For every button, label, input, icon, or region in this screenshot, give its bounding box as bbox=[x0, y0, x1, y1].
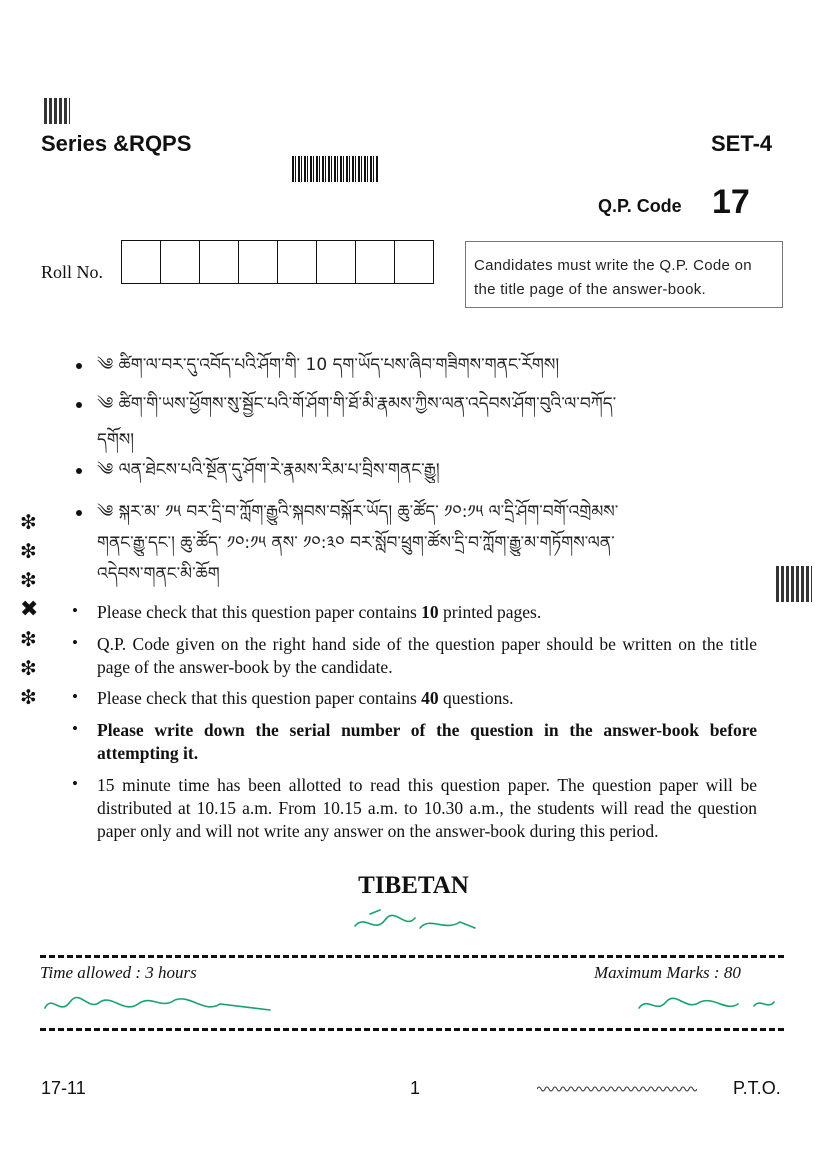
asterisk-icon: ❇ bbox=[20, 568, 37, 592]
tibetan-instruction: འདེབས་གནང་མི་ཆོག bbox=[97, 564, 220, 584]
asterisk-icon: ❇ bbox=[20, 539, 37, 563]
wavy-line-icon bbox=[537, 1085, 697, 1093]
english-instruction: Q.P. Code given on the right hand side of the question paper should be written on the title page of the answer-book by the candidate. bbox=[97, 634, 757, 677]
english-instruction: Please write down the serial number of the question in the answer-book before attempting it. bbox=[97, 720, 757, 763]
handwritten-tibetan-subject bbox=[350, 906, 480, 938]
handwritten-tibetan-time bbox=[40, 990, 280, 1020]
roll-box[interactable] bbox=[317, 241, 356, 283]
bullet-icon bbox=[76, 510, 82, 516]
roll-box[interactable] bbox=[200, 241, 239, 283]
tibetan-instruction: དགོས། bbox=[97, 430, 135, 450]
qp-code-value: 17 bbox=[712, 183, 750, 221]
roll-number-boxes[interactable] bbox=[121, 240, 434, 284]
qr-code-icon bbox=[44, 98, 70, 124]
subject-title: TIBETAN bbox=[358, 872, 469, 899]
bullet-icon: • bbox=[72, 719, 78, 738]
asterisk-icon: ❇ bbox=[20, 510, 37, 534]
qp-code-label: Q.P. Code bbox=[598, 196, 682, 216]
asterisk-icon: ❇ bbox=[20, 656, 37, 680]
divider bbox=[40, 955, 784, 958]
cross-icon: ✖ bbox=[20, 597, 39, 622]
roll-box[interactable] bbox=[239, 241, 278, 283]
bullet-icon: • bbox=[72, 601, 78, 620]
bullet-icon bbox=[76, 402, 82, 408]
bullet-icon: • bbox=[72, 633, 78, 652]
bullet-icon: • bbox=[72, 774, 78, 793]
series-label: Series &RQPS bbox=[41, 131, 192, 156]
bullet-icon: • bbox=[72, 687, 78, 706]
bullet-icon bbox=[76, 363, 82, 369]
time-allowed: Time allowed : 3 hours bbox=[40, 963, 197, 982]
roll-box[interactable] bbox=[356, 241, 395, 283]
handwritten-tibetan-marks bbox=[634, 990, 784, 1018]
page-number: 1 bbox=[410, 1078, 421, 1098]
tibetan-instruction: ༄ སྐར་མ་ ༡༥ བར་དྲི་བ་ཀློག་རྒྱུའི་སྐབས་བསྐོར་ཡོད། ཆུ་ཚོད་ ༡༠:༡༥ ལ་དྲི་ཤོག་བགོ་འགྲེམས་ bbox=[97, 502, 619, 522]
roll-box[interactable] bbox=[161, 241, 200, 283]
qr-code-icon bbox=[776, 566, 812, 602]
maximum-marks: Maximum Marks : 80 bbox=[594, 963, 741, 982]
candidate-notice: Candidates must write the Q.P. Code on the title page of the answer-book. bbox=[465, 241, 783, 308]
pto-label: P.T.O. bbox=[733, 1078, 781, 1098]
divider bbox=[40, 1028, 784, 1031]
asterisk-icon: ❇ bbox=[20, 685, 37, 709]
english-instruction: Please check that this question paper contains 10 printed pages. bbox=[97, 602, 542, 622]
roll-box[interactable] bbox=[395, 241, 433, 283]
tibetan-instruction: གནང་རྒྱུ་དང་། ཆུ་ཚོད་ ༡༠:༡༥ ནས་ ༡༠:༣༠ བར་སློབ་ཕྲུག་ཚོས་དྲི་བ་ཀློག་རྒྱུ་མ་གཏོགས་ལན་ bbox=[97, 533, 615, 553]
tibetan-instruction: ༄ ལན་ཐེངས་པའི་སྔོན་དུ་ཤོག་རེ་རྣམས་རིམ་པ་བྲིས་གནང་རྒྱུ། bbox=[97, 460, 440, 480]
footer-code: 17-11 bbox=[41, 1078, 86, 1098]
barcode-icon bbox=[292, 156, 378, 182]
english-instruction: Please check that this question paper contains 40 questions. bbox=[97, 688, 514, 708]
asterisk-icon: ❇ bbox=[20, 627, 37, 651]
tibetan-instruction: ༄ ཚིག་གི་ཡས་ཕྱོགས་སུ་སྦྱོང་པའི་གོ་ཤོག་གི་ཐོ་མི་རྣམས་ཀྱིས་ལན་འདེབས་ཤོག་བུའི་ལ་བཀོད་ bbox=[97, 394, 617, 414]
roll-box[interactable] bbox=[122, 241, 161, 283]
roll-box[interactable] bbox=[278, 241, 317, 283]
bullet-icon bbox=[76, 468, 82, 474]
set-label: SET-4 bbox=[711, 131, 773, 156]
english-instruction: 15 minute time has been allotted to read this question paper. The question paper will be distributed at 10.15 a.m. From 10.15 a.m. to 10.30 a.m., the students will read the question paper only and will not write any answer on the answer-book during this period. bbox=[97, 775, 757, 841]
tibetan-instruction: ༄ ཚིག་ལ་བར་དུ་འབོད་པའི་ཤོག་གི་ 10 དག་ཡོད་པས་ཞིབ་གཟིགས་གནང་རོགས། bbox=[97, 355, 560, 375]
roll-number-label: Roll No. bbox=[41, 262, 104, 282]
